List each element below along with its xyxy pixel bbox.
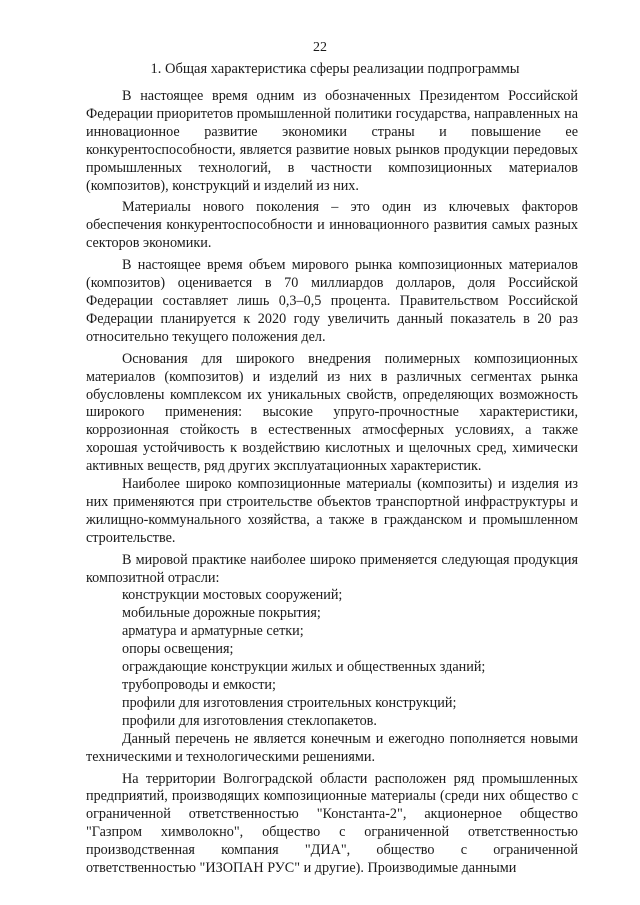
paragraph: В настоящее время объем мирового рынка композиционных материалов (композитов) оценивается в 70 миллиардов долларов, доля Российской Федерации составляет лишь 0,3–0,5 процента. Правительством Российской Федерации планируется к 2020 году увеличить данный показатель в 20 раз относительно текущего положения дел.	[86, 257, 578, 345]
list-item: мобильные дорожные покрытия;	[122, 605, 321, 622]
list-item: профили для изготовления стеклопакетов.	[122, 712, 377, 729]
page-number: 22	[313, 40, 327, 55]
list-item: конструкции мостовых сооружений;	[122, 587, 343, 604]
document-body	[86, 88, 578, 878]
paragraph: В настоящее время одним из обозначенных Президентом Российской Федерации приоритетов промышленной политики государства, направленных на инновационное развитие экономики страны и повышение ее конкурентоспособности, является развитие новых рынков продукции передовых промышленных технологий, в частности композиционных материалов (композитов), конструкций и изделий из них.	[86, 88, 578, 194]
list-item: опоры освещения;	[122, 641, 234, 658]
paragraph: В мировой практике наиболее широко применяется следующая продукция композитной отрасли:	[86, 551, 578, 586]
paragraph: Данный перечень не является конечным и ежегодно пополняется новыми техническими и технологическими решениями.	[86, 730, 578, 765]
paragraph: Наиболее широко композиционные материалы (композиты) и изделия из них применяются при строительстве объектов транспортной инфраструктуры и жилищно-коммунального хозяйства, а также в гражданском и промышленном строительстве.	[86, 476, 578, 546]
paragraph: На территории Волгоградской области расположен ряд промышленных предприятий, производящих композиционные материалы (среди них общество с ограниченной ответственностью "Константа-2", акционерное общество "Газпром химволокно", общество с ограниченной ответственностью производственная компания "ДИА", общество с ограниченной ответственностью "ИЗОПАН РУС" и другие). Производимые данными	[86, 770, 578, 877]
list-item: арматура и арматурные сетки;	[122, 623, 304, 640]
list-item: профили для изготовления строительных конструкций;	[122, 694, 457, 711]
paragraph: Материалы нового поколения – это один из ключевых факторов обеспечения конкурентоспособности и инновационного развития самых разных секторов экономики.	[86, 199, 578, 252]
list-item: трубопроводы и емкости;	[122, 677, 276, 693]
list-item: ограждающие конструкции жилых и общественных зданий;	[122, 659, 486, 676]
section-heading: 1. Общая характеристика сферы реализации подпрограммы	[150, 61, 520, 77]
product-list	[86, 587, 578, 730]
paragraph: Основания для широкого внедрения полимерных композиционных материалов (композитов) и изделий из них в различных сегментах рынка обусловлены комплексом их уникальных свойств, определяющих возможность широкого применения: высокие упруго-прочностные характеристики, коррозионная стойкость в естественных атмосферных условиях, а также хорошая устойчивость к воздействию кислотных и щелочных сред, химически активных веществ, ряд других эксплуатационных характеристик.	[86, 350, 578, 475]
